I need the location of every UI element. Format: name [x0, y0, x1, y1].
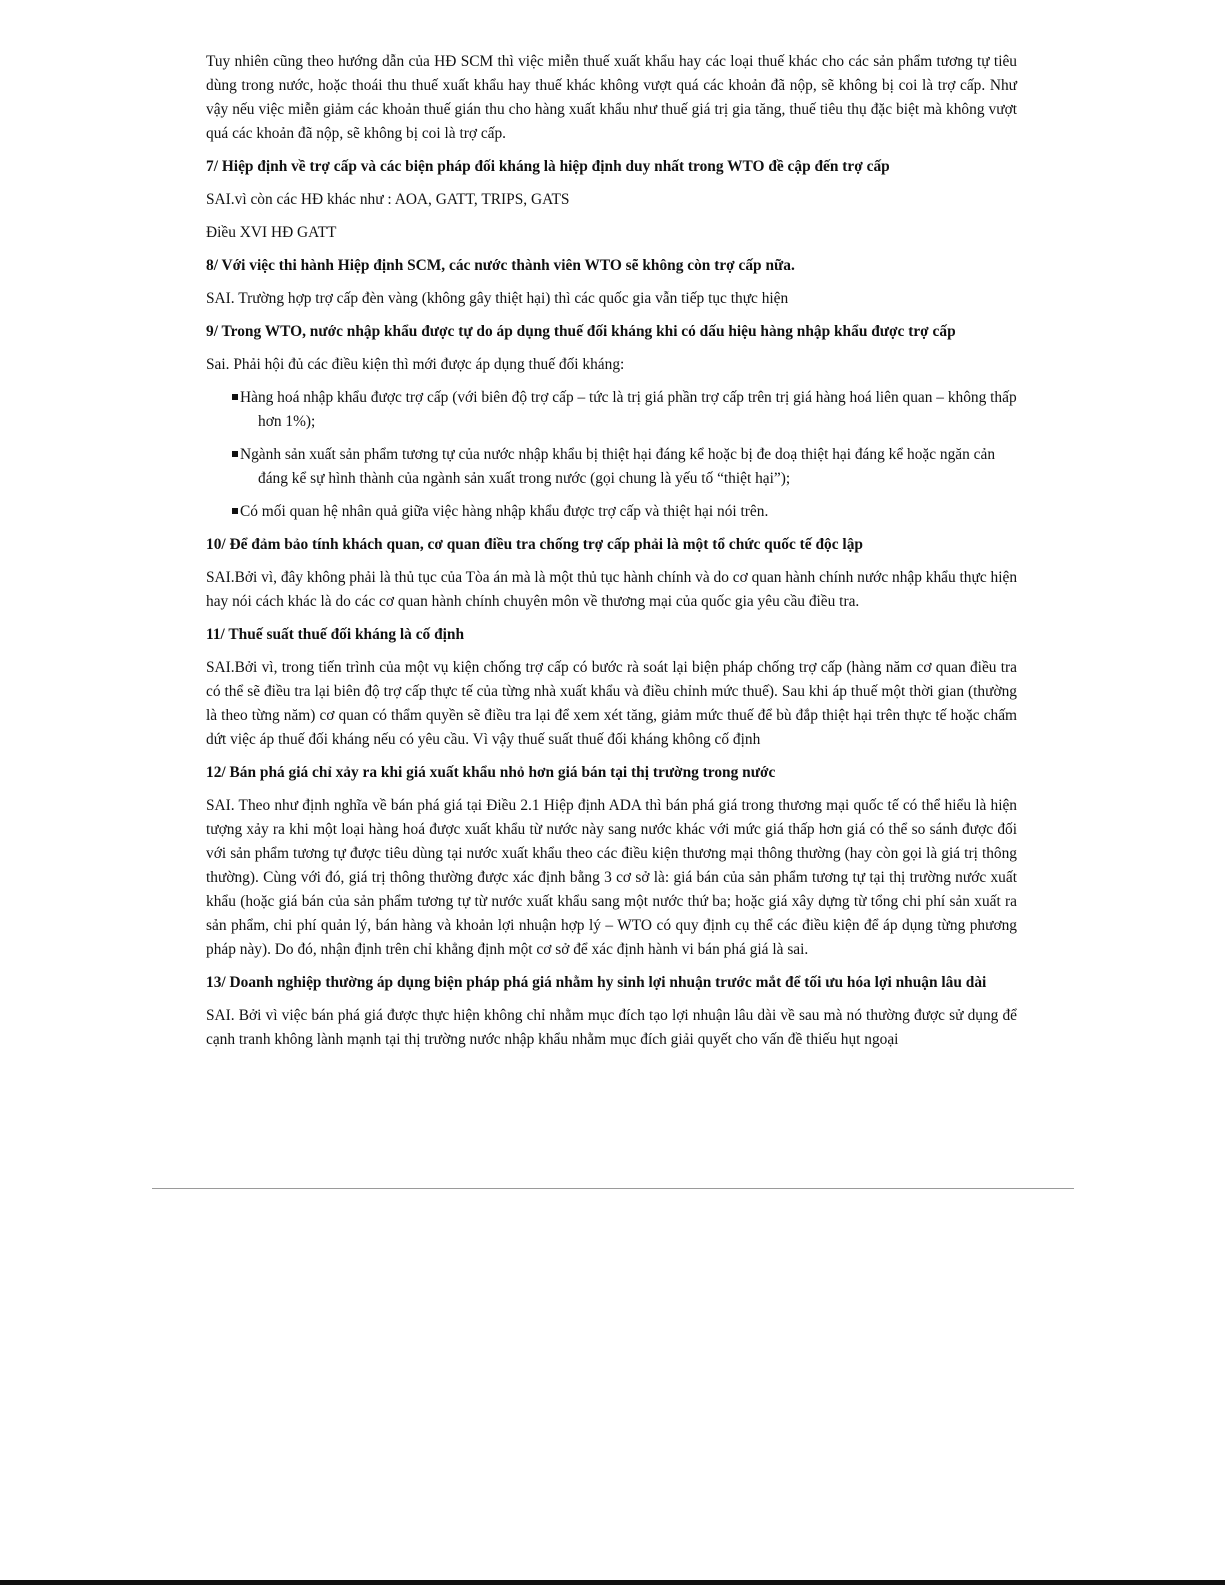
- bullet-square-icon: [232, 394, 238, 400]
- document-page: [206, 50, 1017, 1061]
- bullet-text-2: Ngành sản xuất sản phẩm tương tự của nước nhập khẩu bị thiệt hại đáng kể hoặc bị đe doạ thiệt hại đáng kể hoặc ngăn cản đáng kể sự hình thành của ngành sản xuất trong nước (gọi chung là yếu tố “thiệt hại”);: [240, 446, 996, 487]
- heading-q9: 9/ Trong WTO, nước nhập khẩu được tự do áp dụng thuế đối kháng khi có dấu hiệu hàng nhập khẩu được trợ cấp: [206, 323, 956, 340]
- bullet-text-1: Hàng hoá nhập khẩu được trợ cấp (với biên độ trợ cấp – tức là trị giá phần trợ cấp trên trị giá hàng hoá liên quan – không thấp hơn 1%);: [240, 389, 1017, 430]
- answer-q12: SAI. Theo như định nghĩa về bán phá giá tại Điều 2.1 Hiệp định ADA thì bán phá giá trong thương mại quốc tế có thể hiểu là hiện tượng xảy ra khi một loại hàng hoá được xuất khẩu từ nước này sang nước khác với mức giá thấp hơn giá có thể so sánh được đối với sản phẩm tương tự được tiêu dùng tại nước xuất khẩu theo các điều kiện thương mại thông thường (hay còn gọi là giá trị thông thường). Cùng với đó, giá trị thông thường được xác định bằng 3 cơ sở là: giá bán của sản phẩm tương tự tại thị trường nước xuất khẩu (hoặc giá bán của sản phẩm tương tự từ nước xuất khẩu sang một nước thứ ba; hoặc giá xây dựng từ tổng chi phí sản xuất ra sản phẩm, chi phí quản lý, bán hàng và khoản lợi nhuận hợp lý – WTO có quy định cụ thể các điều kiện để áp dụng từng phương pháp này). Do đó, nhận định trên chỉ khẳng định một cơ sở để xác định hành vi bán phá giá là sai.: [206, 797, 1017, 958]
- answer-q7-line2: Điều XVI HĐ GATT: [206, 224, 337, 241]
- bullet-item-2: [232, 443, 1017, 491]
- bottom-edge-bar: [0, 1580, 1225, 1585]
- heading-q11: 11/ Thuế suất thuế đối kháng là cố định: [206, 626, 465, 643]
- bullet-item-3: [232, 500, 1017, 524]
- answer-q10: SAI.Bởi vì, đây không phải là thủ tục của Tòa án mà là một thủ tục hành chính và do cơ quan hành chính nước nhập khẩu thực hiện hay nói cách khác là do các cơ quan hành chính chuyên môn về thương mại của quốc gia yêu cầu điều tra.: [206, 569, 1018, 610]
- bullet-text-3: Có mối quan hệ nhân quả giữa việc hàng nhập khẩu được trợ cấp và thiệt hại nói trên.: [240, 503, 769, 520]
- answer-q9-intro: Sai. Phải hội đủ các điều kiện thì mới được áp dụng thuế đối kháng:: [206, 356, 625, 373]
- heading-q13: 13/ Doanh nghiệp thường áp dụng biện pháp phá giá nhằm hy sinh lợi nhuận trước mắt để tối ưu hóa lợi nhuận lâu dài: [206, 974, 987, 991]
- paragraph-intro: Tuy nhiên cũng theo hướng dẫn của HĐ SCM thì việc miễn thuế xuất khẩu hay các loại thuế khác cho các sản phẩm tương tự tiêu dùng trong nước, hoặc thoái thu thuế xuất khẩu hay thuế khác không vượt quá các khoản đã nộp, sẽ không bị coi là trợ cấp. Như vậy nếu việc miễn giảm các khoản thuế gián thu cho hàng xuất khẩu như thuế giá trị gia tăng, thuế tiêu thụ đặc biệt mà không vượt quá các khoản đã nộp, sẽ không bị coi là trợ cấp.: [206, 53, 1017, 142]
- answer-q8: SAI. Trường hợp trợ cấp đèn vàng (không gây thiệt hại) thì các quốc gia vẫn tiếp tục thực hiện: [206, 290, 789, 307]
- page-divider: [152, 1188, 1074, 1189]
- answer-q13: SAI. Bởi vì việc bán phá giá được thực hiện không chỉ nhằm mục đích tạo lợi nhuận lâu dài về sau mà nó thường được sử dụng để cạnh tranh không lành mạnh tại thị trường nước nhập khẩu nhằm mục đích giải quyết cho vấn đề thiếu hụt ngoại: [206, 1007, 1017, 1048]
- bullet-square-icon: [232, 451, 238, 457]
- answer-q7-line1: SAI.vì còn các HĐ khác như : AOA, GATT, TRIPS, GATS: [206, 191, 570, 208]
- heading-q12: 12/ Bán phá giá chỉ xảy ra khi giá xuất khẩu nhỏ hơn giá bán tại thị trường trong nước: [206, 764, 776, 781]
- heading-q10: 10/ Để đảm bảo tính khách quan, cơ quan điều tra chống trợ cấp phải là một tổ chức quốc tế độc lập: [206, 536, 863, 553]
- bullet-item-1: [232, 386, 1017, 434]
- heading-q8: 8/ Với việc thi hành Hiệp định SCM, các nước thành viên WTO sẽ không còn trợ cấp nữa.: [206, 257, 795, 274]
- bullet-square-icon: [232, 508, 238, 514]
- heading-q7: 7/ Hiệp định về trợ cấp và các biện pháp đối kháng là hiệp định duy nhất trong WTO đề cập đến trợ cấp: [206, 158, 890, 175]
- answer-q11: SAI.Bởi vì, trong tiến trình của một vụ kiện chống trợ cấp có bước rà soát lại biện pháp chống trợ cấp (hàng năm cơ quan điều tra có thể sẽ điều tra lại biên độ trợ cấp thực tế của từng nhà xuất khẩu và điều chỉnh mức thuế). Sau khi áp thuế một thời gian (thường là theo từng năm) cơ quan có thẩm quyền sẽ điều tra lại để xem xét tăng, giảm mức thuế để bù đắp thiệt hại trên thực tế hoặc chấm dứt việc áp thuế đối kháng nếu có yêu cầu. Vì vậy thuế suất thuế đối kháng không cố định: [206, 659, 1017, 748]
